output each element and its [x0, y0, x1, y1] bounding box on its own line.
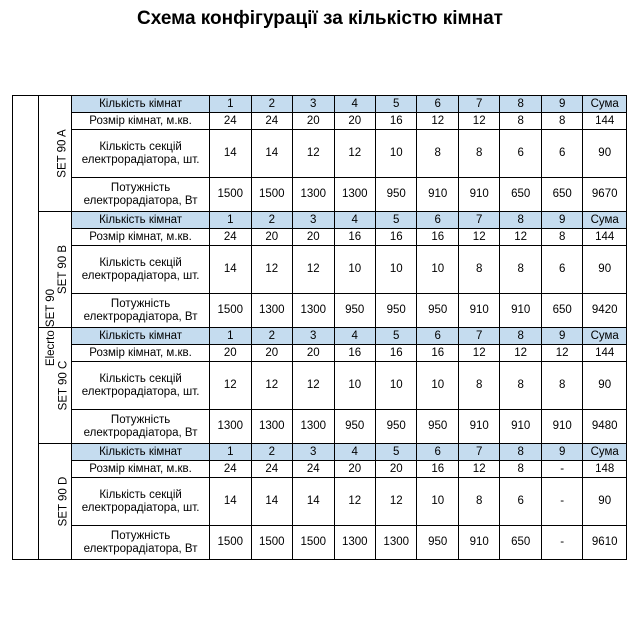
value-cell: 1300	[334, 526, 375, 560]
value-cell: 20	[334, 113, 375, 130]
value-cell: 10	[334, 246, 375, 294]
value-cell: 8	[500, 246, 541, 294]
value-cell: 14	[210, 478, 251, 526]
value-cell: 5	[375, 212, 416, 229]
value-cell: 14	[293, 478, 334, 526]
value-cell: 14	[251, 478, 292, 526]
sum-cell: 148	[583, 461, 627, 478]
value-cell: -	[541, 478, 582, 526]
value-cell: 12	[541, 345, 582, 362]
sum-cell: Сума	[583, 96, 627, 113]
value-cell: 12	[210, 362, 251, 410]
value-cell: 8	[458, 130, 499, 178]
value-cell: 650	[541, 294, 582, 328]
value-cell: 20	[293, 229, 334, 246]
value-cell: 650	[541, 178, 582, 212]
sum-cell: 9610	[583, 526, 627, 560]
value-cell: 10	[375, 362, 416, 410]
value-cell: 12	[458, 229, 499, 246]
value-cell: 8	[500, 328, 541, 345]
value-cell: 6	[417, 96, 458, 113]
set-label	[38, 96, 71, 212]
value-cell: 8	[500, 461, 541, 478]
value-cell: 3	[293, 96, 334, 113]
value-cell: 10	[375, 130, 416, 178]
sum-cell: 90	[583, 478, 627, 526]
row-label: Потужність електрорадіатора, Вт	[72, 410, 210, 444]
value-cell: 1300	[293, 178, 334, 212]
sum-cell: 144	[583, 345, 627, 362]
value-cell: 7	[458, 328, 499, 345]
value-cell: 12	[458, 345, 499, 362]
value-cell: 6	[417, 328, 458, 345]
value-cell: 24	[210, 229, 251, 246]
set-name: SET 90 A	[56, 129, 69, 178]
value-cell: 4	[334, 212, 375, 229]
value-cell: 910	[458, 294, 499, 328]
value-cell: 10	[417, 246, 458, 294]
page-title: Схема конфігурації за кількістю кімнат	[137, 8, 503, 29]
rooms-row	[13, 96, 627, 113]
value-cell: 7	[458, 96, 499, 113]
value-cell: 4	[334, 96, 375, 113]
value-cell: 3	[293, 328, 334, 345]
row-label: Розмір кімнат, м.кв.	[72, 461, 210, 478]
value-cell: 7	[458, 212, 499, 229]
sum-cell: 9480	[583, 410, 627, 444]
sum-cell: 90	[583, 130, 627, 178]
value-cell: 950	[375, 410, 416, 444]
value-cell: 10	[417, 478, 458, 526]
sections-row	[13, 130, 627, 178]
value-cell: 12	[500, 229, 541, 246]
rooms-row	[13, 328, 627, 345]
value-cell: 1300	[293, 410, 334, 444]
value-cell: 1	[210, 444, 251, 461]
value-cell: 20	[251, 229, 292, 246]
value-cell: 1500	[251, 178, 292, 212]
value-cell: 20	[334, 461, 375, 478]
sections-row	[13, 362, 627, 410]
row-label: Розмір кімнат, м.кв.	[72, 345, 210, 362]
value-cell: 20	[293, 113, 334, 130]
value-cell: 12	[458, 113, 499, 130]
rooms-row	[13, 212, 627, 229]
product-name: Elecrto SET 90	[45, 288, 58, 367]
value-cell: 16	[417, 345, 458, 362]
row-label: Кількість кімнат	[72, 96, 210, 113]
value-cell: 9	[541, 444, 582, 461]
value-cell: 12	[293, 246, 334, 294]
value-cell: 16	[375, 345, 416, 362]
power-row	[13, 526, 627, 560]
value-cell: 20	[293, 345, 334, 362]
value-cell: 12	[334, 478, 375, 526]
value-cell: 20	[375, 461, 416, 478]
value-cell: 1300	[251, 294, 292, 328]
size-row	[13, 229, 627, 246]
value-cell: 10	[334, 362, 375, 410]
row-label: Потужність електрорадіатора, Вт	[72, 526, 210, 560]
value-cell: 5	[375, 444, 416, 461]
size-row	[13, 113, 627, 130]
value-cell: 2	[251, 444, 292, 461]
value-cell: 8	[417, 130, 458, 178]
row-label: Кількість секцій електрорадіатора, шт.	[72, 130, 210, 178]
sections-row	[13, 478, 627, 526]
value-cell: 16	[417, 461, 458, 478]
value-cell: 1300	[293, 294, 334, 328]
value-cell: 10	[417, 362, 458, 410]
value-cell: 6	[417, 212, 458, 229]
value-cell: 1	[210, 212, 251, 229]
row-label: Потужність електрорадіатора, Вт	[72, 178, 210, 212]
value-cell: 6	[500, 130, 541, 178]
row-label: Кількість кімнат	[72, 444, 210, 461]
set-name: SET 90 C	[57, 360, 70, 411]
value-cell: 20	[210, 345, 251, 362]
value-cell: 8	[458, 246, 499, 294]
value-cell: 950	[334, 294, 375, 328]
value-cell: 1300	[210, 410, 251, 444]
power-row	[13, 178, 627, 212]
value-cell: 14	[210, 130, 251, 178]
value-cell: 2	[251, 212, 292, 229]
size-row	[13, 345, 627, 362]
value-cell: 1300	[334, 178, 375, 212]
sum-cell: 90	[583, 246, 627, 294]
value-cell: 14	[251, 130, 292, 178]
value-cell: 2	[251, 328, 292, 345]
value-cell: -	[541, 461, 582, 478]
value-cell: 3	[293, 444, 334, 461]
row-label: Потужність електрорадіатора, Вт	[72, 294, 210, 328]
row-label: Кількість кімнат	[72, 328, 210, 345]
value-cell: 8	[458, 478, 499, 526]
value-cell: 2	[251, 96, 292, 113]
row-label: Розмір кімнат, м.кв.	[72, 229, 210, 246]
value-cell: 12	[251, 246, 292, 294]
value-cell: 14	[210, 246, 251, 294]
value-cell: 5	[375, 328, 416, 345]
value-cell: 1500	[210, 526, 251, 560]
value-cell: 1	[210, 96, 251, 113]
value-cell: 12	[293, 130, 334, 178]
row-label: Кількість кімнат	[72, 212, 210, 229]
row-label: Кількість секцій електрорадіатора, шт.	[72, 246, 210, 294]
sum-cell: Сума	[583, 444, 627, 461]
value-cell: 8	[500, 212, 541, 229]
value-cell: 910	[458, 178, 499, 212]
value-cell: 24	[251, 113, 292, 130]
size-row	[13, 461, 627, 478]
value-cell: 10	[375, 246, 416, 294]
sum-cell: 9670	[583, 178, 627, 212]
value-cell: 8	[458, 362, 499, 410]
value-cell: 9	[541, 328, 582, 345]
value-cell: 8	[500, 96, 541, 113]
sum-cell: 144	[583, 229, 627, 246]
value-cell: 1500	[251, 526, 292, 560]
value-cell: 12	[293, 362, 334, 410]
value-cell: 12	[334, 130, 375, 178]
value-cell: 16	[334, 229, 375, 246]
set-name: SET 90 D	[57, 476, 70, 527]
value-cell: 1300	[251, 410, 292, 444]
value-cell: 950	[417, 526, 458, 560]
value-cell: 7	[458, 444, 499, 461]
power-row	[13, 294, 627, 328]
value-cell: 910	[500, 294, 541, 328]
value-cell: 950	[417, 410, 458, 444]
value-cell: 16	[334, 345, 375, 362]
sections-row	[13, 246, 627, 294]
value-cell: 910	[458, 526, 499, 560]
value-cell: 910	[458, 410, 499, 444]
value-cell: 12	[251, 362, 292, 410]
row-label: Розмір кімнат, м.кв.	[72, 113, 210, 130]
value-cell: 24	[251, 461, 292, 478]
value-cell: 6	[500, 478, 541, 526]
value-cell: 950	[334, 410, 375, 444]
value-cell: 8	[500, 113, 541, 130]
sum-cell: 144	[583, 113, 627, 130]
value-cell: 8	[500, 444, 541, 461]
row-label: Кількість секцій електрорадіатора, шт.	[72, 478, 210, 526]
value-cell: -	[541, 526, 582, 560]
value-cell: 8	[541, 229, 582, 246]
value-cell: 910	[417, 178, 458, 212]
value-cell: 950	[375, 178, 416, 212]
value-cell: 12	[417, 113, 458, 130]
value-cell: 6	[541, 130, 582, 178]
sum-cell: 90	[583, 362, 627, 410]
value-cell: 4	[334, 328, 375, 345]
value-cell: 6	[417, 444, 458, 461]
value-cell: 1500	[293, 526, 334, 560]
value-cell: 20	[251, 345, 292, 362]
value-cell: 950	[375, 294, 416, 328]
value-cell: 910	[541, 410, 582, 444]
power-row	[13, 410, 627, 444]
sum-cell: 9420	[583, 294, 627, 328]
value-cell: 1	[210, 328, 251, 345]
product-label	[13, 96, 58, 560]
value-cell: 24	[210, 113, 251, 130]
value-cell: 16	[417, 229, 458, 246]
sum-cell: Сума	[583, 328, 627, 345]
value-cell: 1300	[375, 526, 416, 560]
value-cell: 16	[375, 229, 416, 246]
value-cell: 8	[541, 113, 582, 130]
value-cell: 9	[541, 96, 582, 113]
value-cell: 1500	[210, 178, 251, 212]
value-cell: 910	[500, 410, 541, 444]
configuration-table	[12, 95, 627, 560]
value-cell: 24	[210, 461, 251, 478]
value-cell: 12	[458, 461, 499, 478]
set-label	[38, 444, 71, 560]
row-label: Кількість секцій електрорадіатора, шт.	[72, 362, 210, 410]
value-cell: 16	[375, 113, 416, 130]
value-cell: 650	[500, 526, 541, 560]
value-cell: 12	[375, 478, 416, 526]
value-cell: 8	[541, 362, 582, 410]
value-cell: 1500	[210, 294, 251, 328]
value-cell: 9	[541, 212, 582, 229]
value-cell: 3	[293, 212, 334, 229]
rooms-row	[13, 444, 627, 461]
value-cell: 950	[417, 294, 458, 328]
value-cell: 4	[334, 444, 375, 461]
set-name: SET 90 B	[56, 244, 69, 295]
value-cell: 6	[541, 246, 582, 294]
value-cell: 8	[500, 362, 541, 410]
value-cell: 12	[500, 345, 541, 362]
value-cell: 650	[500, 178, 541, 212]
sum-cell: Сума	[583, 212, 627, 229]
value-cell: 5	[375, 96, 416, 113]
value-cell: 24	[293, 461, 334, 478]
